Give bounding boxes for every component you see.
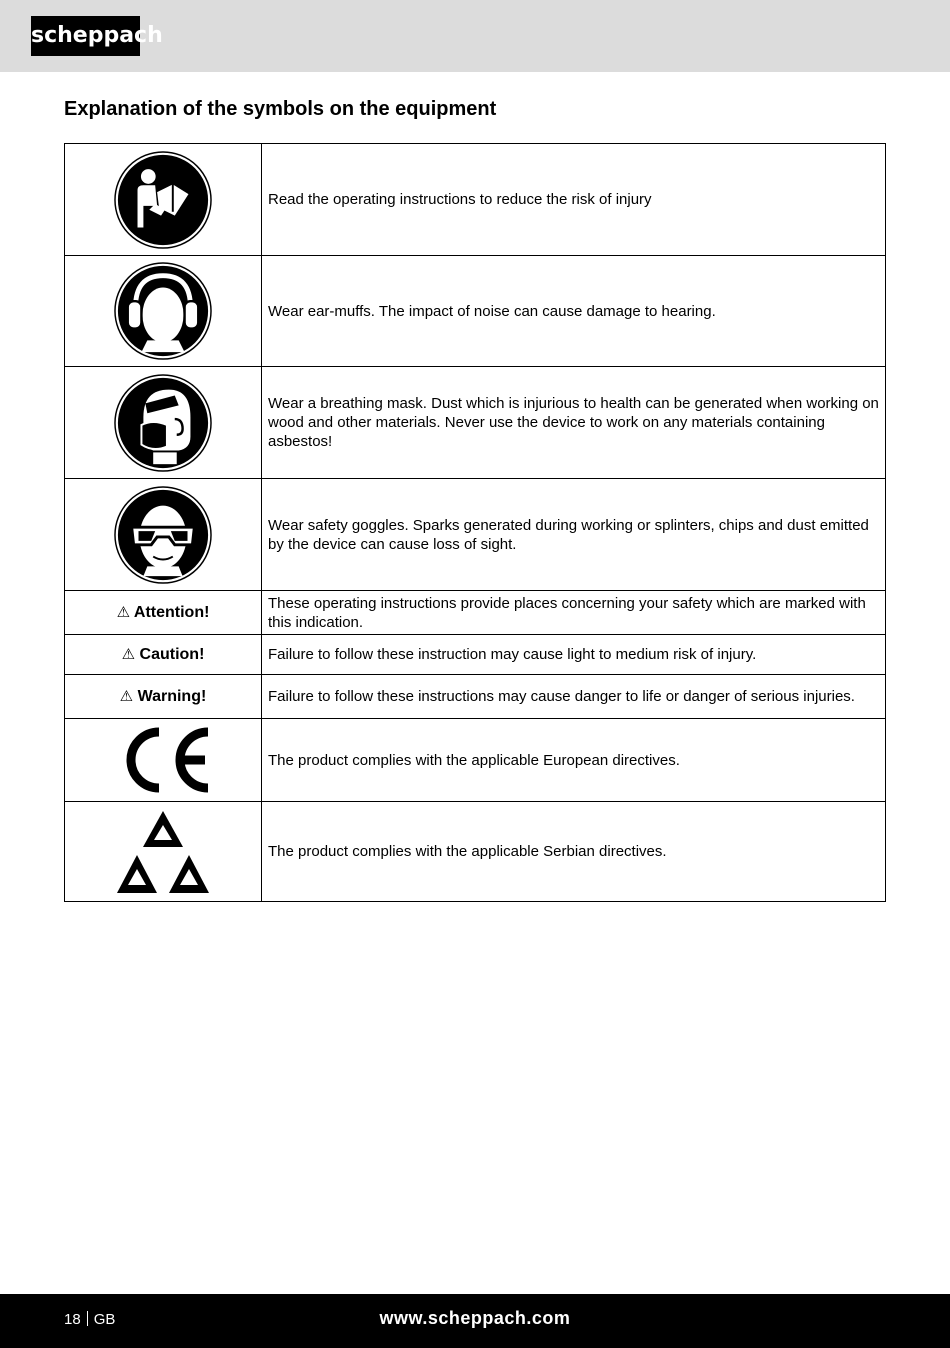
- footer-band: [0, 1294, 950, 1348]
- description-cell: Read the operating instructions to reduce the risk of injury: [262, 144, 886, 256]
- serbian-aaa-mark-icon: [113, 807, 213, 897]
- symbol-cell: [65, 719, 262, 802]
- table-row: [65, 144, 886, 256]
- symbol-cell: [65, 479, 262, 591]
- table-row: [65, 591, 886, 635]
- description-cell: The product complies with the applicable European directives.: [262, 719, 886, 802]
- table-row: [65, 802, 886, 902]
- symbol-cell: [65, 802, 262, 902]
- table-row: [65, 719, 886, 802]
- warning-triangle-icon: ⚠: [116, 603, 131, 621]
- warning-signal: [120, 688, 207, 705]
- symbol-cell: [65, 591, 262, 635]
- ear-muffs-icon: [114, 262, 212, 360]
- description-cell: Wear ear-muffs. The impact of noise can cause damage to hearing.: [262, 256, 886, 367]
- symbols-table: [64, 143, 886, 902]
- table-row: [65, 367, 886, 479]
- signal-word: Warning!: [137, 688, 207, 705]
- signal-word: Caution!: [139, 646, 205, 663]
- scheppach-logo: scheppach: [31, 16, 140, 56]
- symbol-cell: [65, 675, 262, 719]
- table-row: [65, 256, 886, 367]
- attention-signal: [117, 604, 210, 621]
- description-cell: These operating instructions provide places concerning your safety which are marked with this indication.: [262, 591, 886, 635]
- symbol-cell: [65, 635, 262, 675]
- description-cell: Wear safety goggles. Sparks generated during working or splinters, chips and dust emitted by the device can cause loss of sight.: [262, 479, 886, 591]
- ce-mark-icon: [113, 724, 213, 796]
- language-code: GB: [93, 1311, 116, 1328]
- description-cell: Failure to follow these instructions may cause danger to life or danger of serious injuries.: [262, 675, 886, 719]
- symbol-cell: [65, 256, 262, 367]
- website-link[interactable]: www.scheppach.com: [379, 1308, 571, 1328]
- table-row: [65, 675, 886, 719]
- safety-goggles-icon: [114, 486, 212, 584]
- caution-signal: [122, 646, 205, 663]
- warning-triangle-icon: ⚠: [119, 687, 134, 705]
- description-cell: Failure to follow these instruction may cause light to medium risk of injury.: [262, 635, 886, 675]
- warning-triangle-icon: ⚠: [121, 645, 136, 663]
- page-title: Explanation of the symbols on the equipment: [64, 98, 497, 120]
- read-manual-icon: [114, 151, 212, 249]
- header-band: [0, 0, 950, 72]
- symbol-cell: [65, 144, 262, 256]
- signal-word: Attention!: [133, 604, 210, 621]
- breathing-mask-icon: [114, 374, 212, 472]
- symbol-cell: [65, 367, 262, 479]
- description-cell: Wear a breathing mask. Dust which is injurious to health can be generated when working on wood and other materials. Never use the device to work on any materials containing asbestos!: [262, 367, 886, 479]
- table-row: [65, 635, 886, 675]
- page-number-value: 18: [64, 1311, 81, 1328]
- description-cell: The product complies with the applicable Serbian directives.: [262, 802, 886, 902]
- table-row: [65, 479, 886, 591]
